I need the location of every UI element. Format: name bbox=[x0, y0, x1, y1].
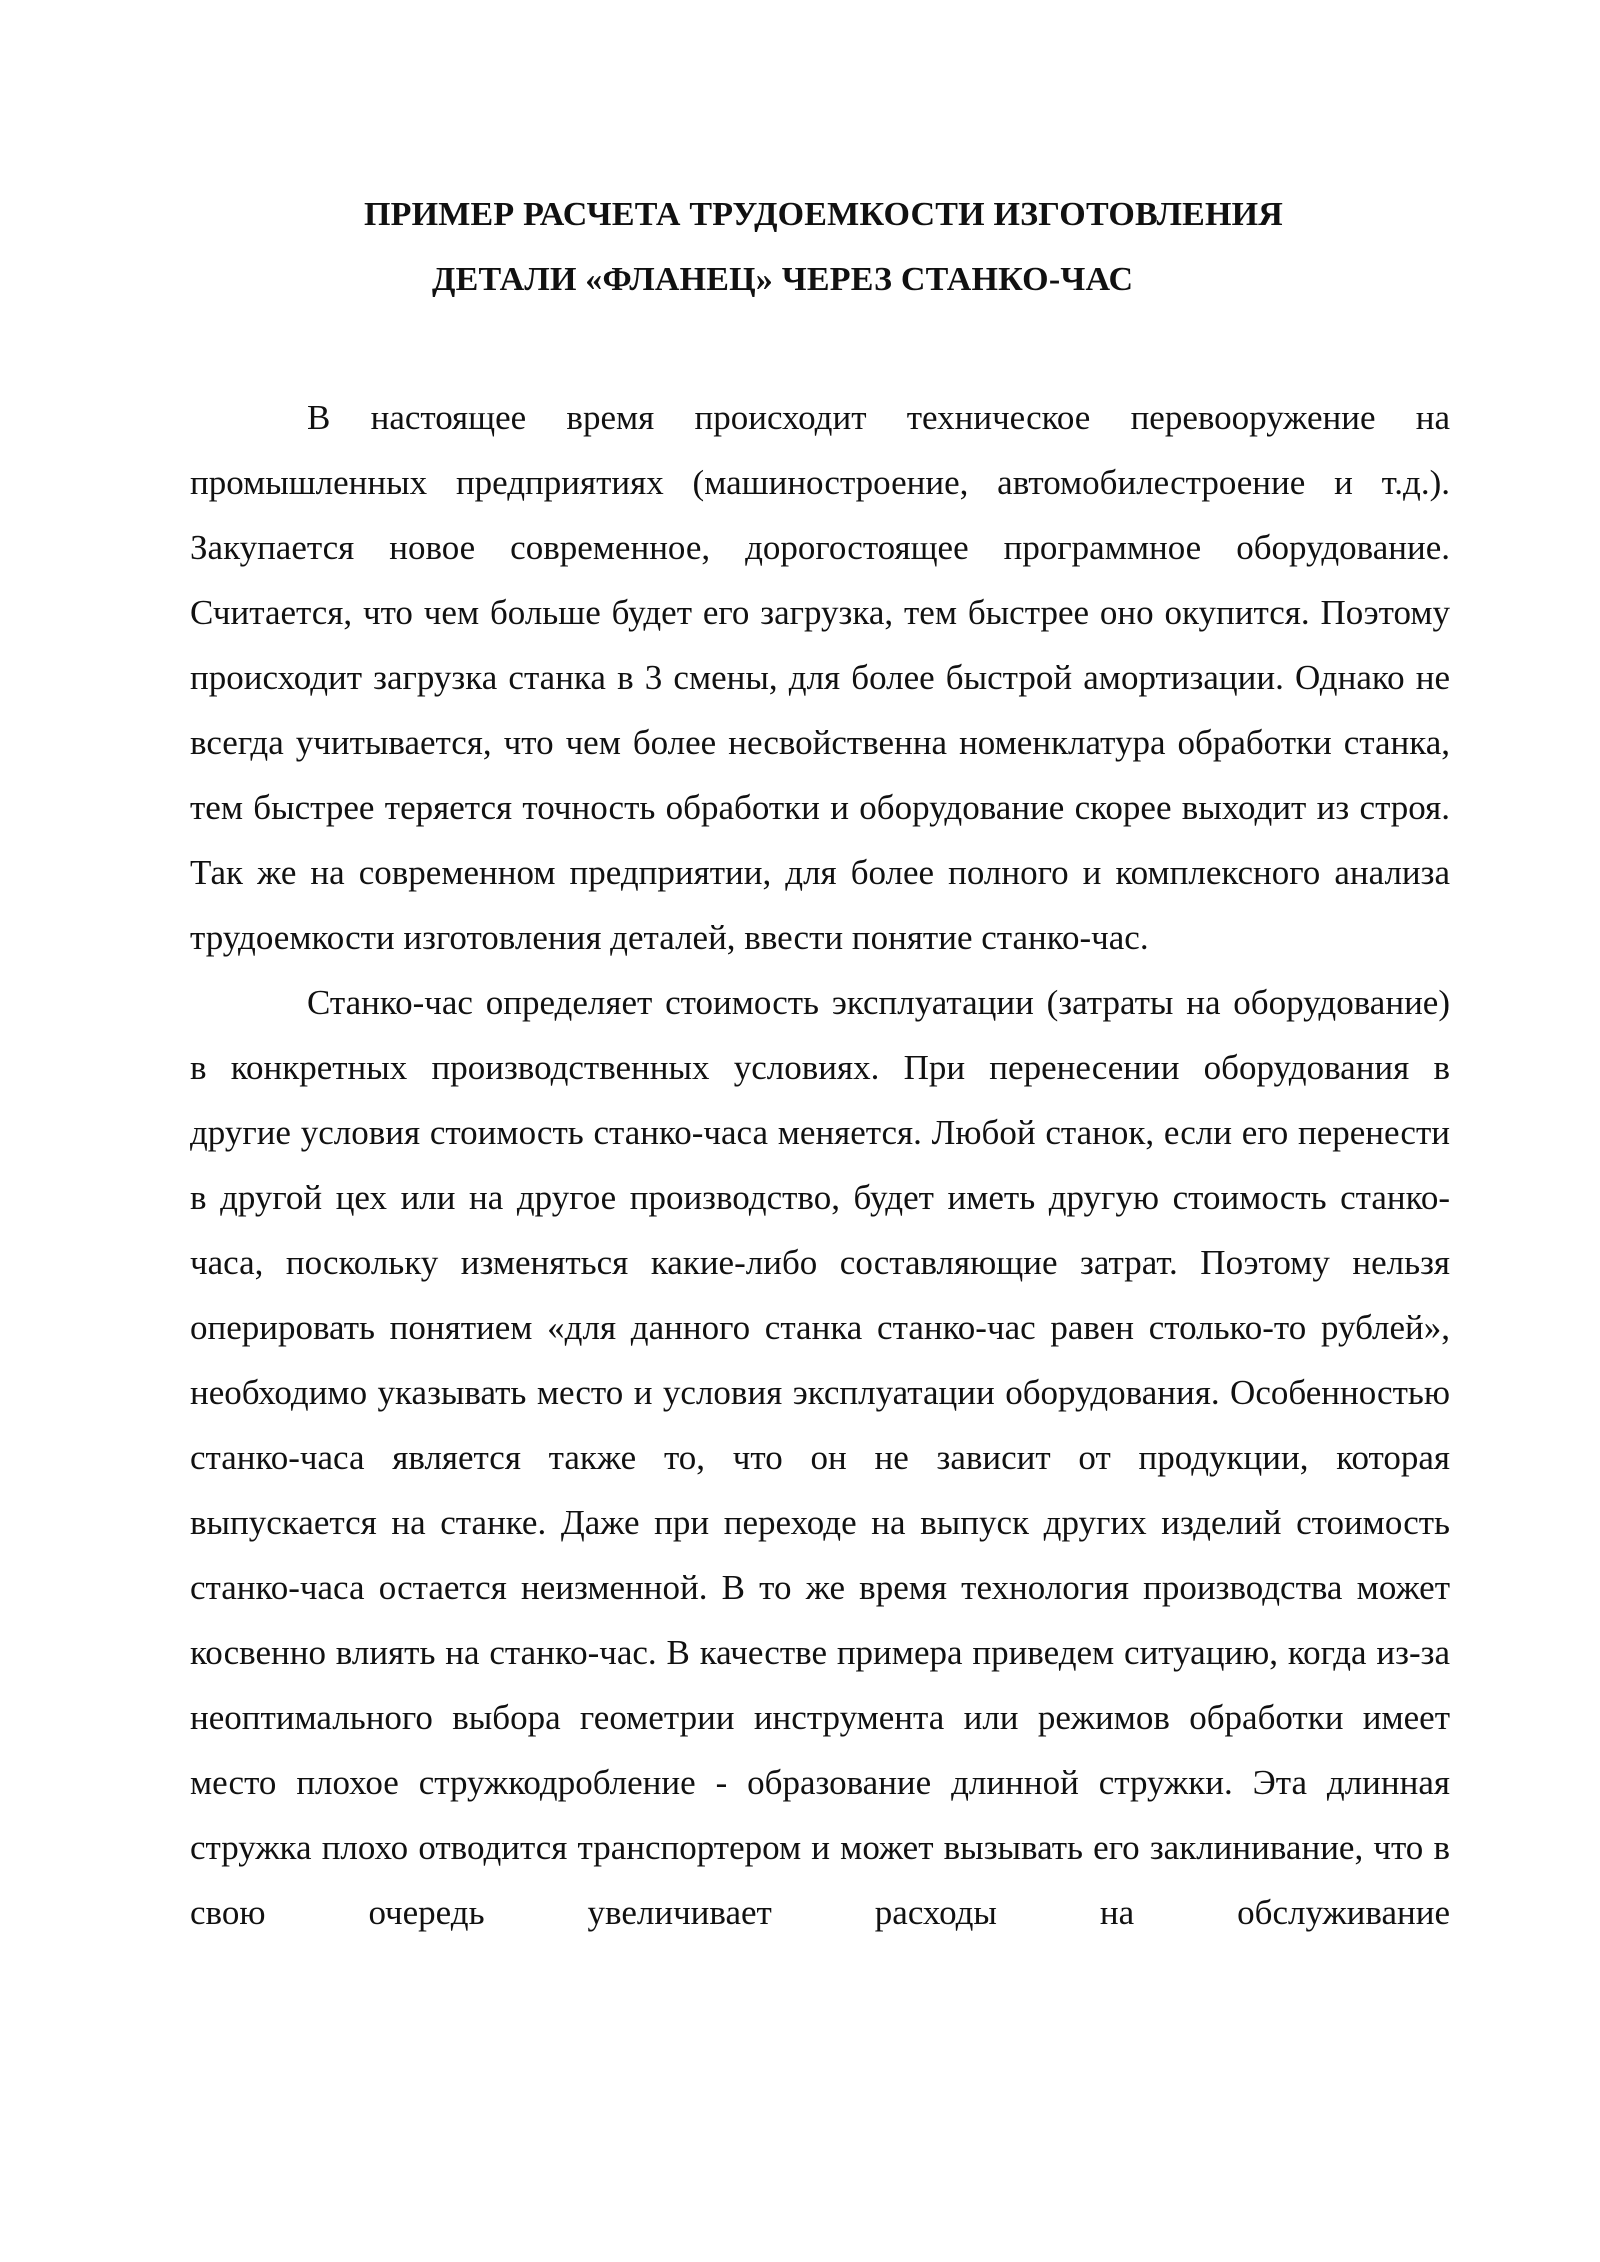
paragraph-machine-hour: Станко-час определяет стоимость эксплуатации (затраты на оборудование) в конкретных производственных условиях. При перенесении оборудования в другие условия стоимость станко-часа меняется. Любой станок, если его перенести в другой цех или на другое производство, будет иметь другую стоимость станко-часа, поскольку изменяться какие-либо составляющие затрат. Поэтому нельзя оперировать понятием «для данного станка станко-час равен столько-то рублей», необходимо указывать место и условия эксплуатации оборудования. Особенностью станко-часа является также то, что он не зависит от продукции, которая выпускается на станке. Даже при переходе на выпуск других изделий стоимость станко-часа остается неизменной. В то же время технология производства может косвенно влиять на станко-час. В качестве примера приведем ситуацию, когда из-за неоптимального выбора геометрии инструмента или режимов обработки имеет место плохое стружкодробление - образование длинной стружки. Эта длинная стружка плохо отводится транспортером и может вызывать его заклинивание, что в свою очередь увеличивает расходы на обслуживание bbox=[190, 983, 1450, 1932]
document-body bbox=[190, 385, 1450, 1945]
document-title-line-1: ПРИМЕР РАСЧЕТА ТРУДОЕМКОСТИ ИЗГОТОВЛЕНИЯ bbox=[364, 196, 1284, 233]
document-title-line-2: ДЕТАЛИ «ФЛАНЕЦ» ЧЕРЕЗ СТАНКО-ЧАС bbox=[432, 261, 1134, 298]
paragraph-intro: В настоящее время происходит техническое перевооружение на промышленных предприятиях (машиностроение, автомобилестроение и т.д.). Закупается новое современное, дорогостоящее программное оборудование. Считается, что чем больше будет его загрузка, тем быстрее оно окупится. Поэтому происходит загрузка станка в 3 смены, для более быстрой амортизации. Однако не всегда учитывается, что чем более несвойственна номенклатура обработки станка, тем быстрее теряется точность обработки и оборудование скорее выходит из строя. Так же на современном предприятии, для более полного и комплексного анализа трудоемкости изготовления деталей, ввести понятие станко-час. bbox=[190, 398, 1450, 957]
